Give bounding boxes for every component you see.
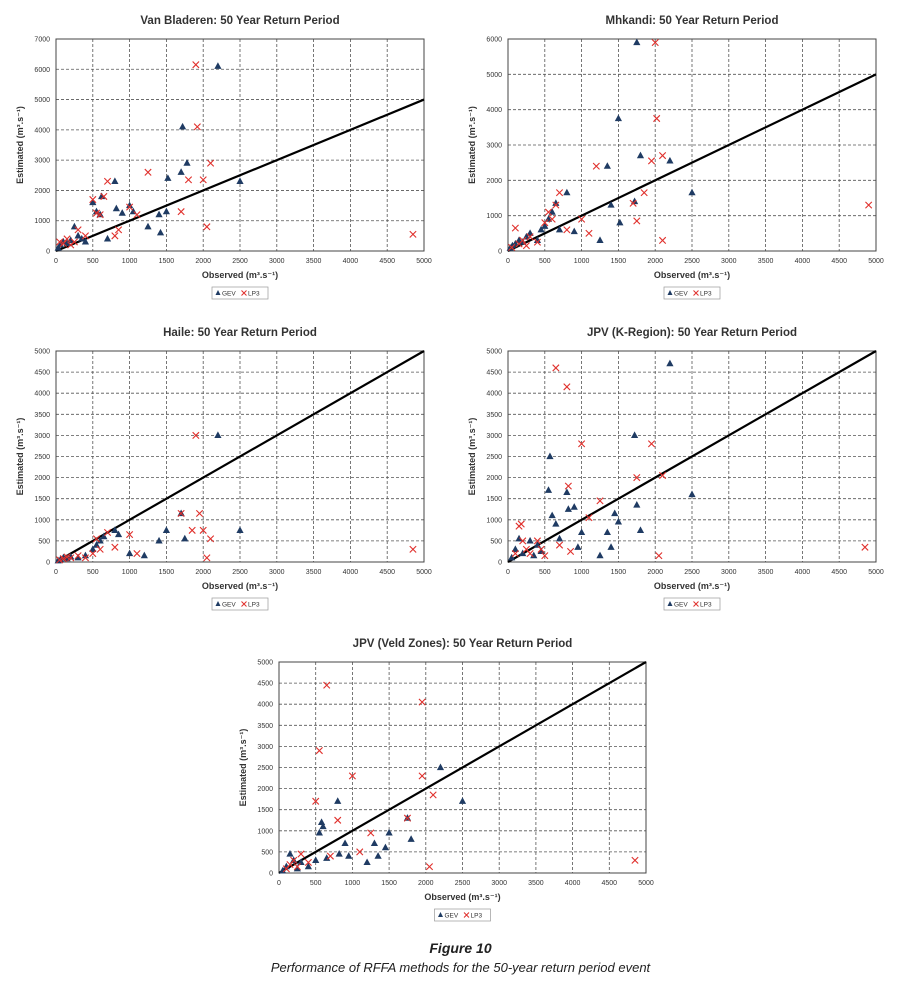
- x-axis-label: Observed (m³.s⁻¹): [424, 892, 501, 902]
- y-tick-label: 1000: [486, 517, 502, 525]
- chart-legend: [664, 287, 720, 299]
- lp3-point: [200, 177, 206, 183]
- gev-point: [604, 528, 611, 535]
- lp3-point: [115, 227, 121, 233]
- gev-point: [615, 115, 622, 122]
- x-tick-label: 3000: [721, 569, 737, 576]
- y-tick-label: 1000: [34, 218, 50, 226]
- x-tick-label: 0: [54, 258, 58, 265]
- x-tick-label: 4500: [831, 569, 847, 576]
- figure-caption-subtitle: Performance of RFFA methods for the 50-year return period event: [270, 960, 651, 975]
- x-tick-label: 4000: [564, 880, 581, 887]
- x-tick-label: 3500: [757, 569, 774, 576]
- y-tick-label: 3500: [257, 722, 273, 730]
- x-tick-label: 500: [309, 880, 322, 887]
- chart-panel-2: [467, 15, 884, 299]
- lp3-point: [327, 853, 333, 859]
- lp3-point: [207, 536, 213, 542]
- legend-box: [664, 287, 720, 299]
- legend-box: [212, 598, 268, 610]
- gev-point: [571, 503, 578, 510]
- chart-panel-5: [238, 638, 654, 921]
- x-axis-label: Observed (m³.s⁻¹): [653, 581, 731, 591]
- x-tick-label: 1500: [158, 258, 175, 265]
- x-tick-label: 4000: [794, 569, 811, 576]
- gev-point: [526, 537, 533, 544]
- gev-point: [236, 177, 243, 184]
- lp3-point: [189, 527, 195, 533]
- gev-point: [316, 829, 323, 836]
- x-tick-label: 500: [86, 258, 99, 265]
- gev-point: [574, 543, 581, 550]
- x-tick-label: 4500: [379, 258, 395, 265]
- lp3-point: [523, 243, 529, 249]
- legend-box: [664, 598, 720, 610]
- legend-box: [212, 287, 268, 299]
- x-tick-label: 1000: [344, 880, 361, 887]
- y-tick-label: 4000: [34, 127, 50, 135]
- lp3-point: [112, 544, 118, 550]
- lp3-point: [567, 548, 573, 554]
- x-tick-label: 1500: [610, 258, 627, 265]
- gev-point: [183, 159, 190, 166]
- x-tick-label: 5000: [638, 880, 654, 887]
- x-tick-label: 0: [506, 569, 510, 576]
- x-tick-label: 4500: [601, 880, 618, 887]
- y-tick-label: 0: [498, 248, 502, 256]
- lp3-point: [512, 225, 518, 231]
- gev-point: [408, 835, 415, 842]
- lp3-point: [564, 384, 570, 390]
- gev-point: [546, 453, 553, 460]
- lp3-point: [145, 169, 151, 175]
- x-tick-label: 0: [54, 569, 58, 576]
- y-tick-label: 5000: [486, 71, 502, 79]
- x-tick-label: 500: [538, 258, 551, 265]
- lp3-point: [194, 124, 200, 130]
- lp3-point: [865, 202, 871, 208]
- legend-lp3-label: LP3: [248, 290, 260, 298]
- lp3-point: [335, 817, 341, 823]
- gev-point: [616, 219, 623, 226]
- gev-point: [563, 189, 570, 196]
- y-tick-label: 4000: [486, 107, 502, 115]
- x-tick-label: 4000: [794, 258, 811, 265]
- lp3-point: [410, 231, 416, 237]
- chart-legend: [212, 287, 268, 299]
- lp3-point: [410, 546, 416, 552]
- gev-point: [336, 850, 343, 857]
- x-tick-label: 4500: [379, 569, 395, 576]
- y-tick-label: 2500: [486, 454, 502, 461]
- y-tick-label: 3000: [257, 743, 273, 751]
- y-tick-label: 5000: [257, 659, 273, 667]
- y-tick-label: 3000: [486, 142, 502, 150]
- one-to-one-line: [56, 100, 424, 251]
- y-tick-label: 3500: [34, 411, 50, 419]
- gev-point: [374, 852, 381, 859]
- lp3-point: [656, 552, 662, 558]
- x-tick-label: 1000: [573, 569, 590, 576]
- gev-point: [631, 198, 638, 205]
- x-tick-label: 5000: [416, 569, 432, 576]
- x-tick-label: 3000: [269, 258, 285, 265]
- y-axis-label: Estimated (m³.s⁻¹): [467, 106, 477, 184]
- gev-point: [666, 157, 673, 164]
- x-tick-label: 3500: [305, 569, 322, 576]
- gev-point: [141, 552, 148, 559]
- x-tick-label: 3500: [757, 258, 774, 265]
- gev-point: [556, 535, 563, 542]
- y-axis-label: Estimated (m³.s⁻¹): [467, 417, 477, 496]
- gev-point: [155, 211, 162, 218]
- lp3-point: [112, 233, 118, 239]
- y-axis-label: Estimated (m³.s⁻¹): [15, 106, 25, 184]
- lp3-point: [430, 792, 436, 798]
- gev-point: [549, 512, 556, 519]
- legend-gev-label: GEV: [674, 601, 688, 609]
- chart-title: Haile: 50 Year Return Period: [163, 327, 317, 339]
- chart-title: JPV (K-Region): 50 Year Return Period: [586, 327, 798, 339]
- x-tick-label: 1500: [158, 569, 175, 576]
- lp3-point: [419, 699, 425, 705]
- gev-point: [286, 850, 293, 857]
- lp3-point: [104, 529, 110, 535]
- lp3-point: [196, 510, 202, 516]
- lp3-point: [426, 863, 432, 869]
- lp3-point: [634, 218, 640, 224]
- y-tick-label: 4500: [486, 369, 502, 377]
- chart-title: Mhkandi: 50 Year Return Period: [605, 15, 779, 27]
- gev-point: [571, 228, 578, 235]
- x-tick-label: 500: [538, 569, 551, 576]
- x-tick-label: 4000: [342, 258, 359, 265]
- y-tick-label: 3000: [486, 432, 502, 440]
- lp3-point: [648, 158, 654, 164]
- gev-point: [363, 858, 370, 865]
- y-tick-label: 6000: [34, 66, 50, 74]
- y-tick-label: 7000: [34, 36, 50, 44]
- y-tick-label: 2500: [257, 765, 273, 772]
- gev-point: [318, 818, 325, 825]
- y-tick-label: 2000: [257, 786, 273, 794]
- gev-point: [113, 205, 120, 212]
- gev-point: [214, 62, 221, 69]
- y-tick-label: 0: [269, 870, 273, 878]
- gev-point: [104, 235, 111, 242]
- legend-gev-label: GEV: [444, 912, 459, 920]
- y-tick-label: 3000: [34, 157, 50, 165]
- x-tick-label: 2000: [647, 258, 663, 265]
- gev-point: [631, 431, 638, 438]
- y-tick-label: 2500: [34, 454, 50, 461]
- gev-point: [637, 526, 644, 533]
- gev-point: [545, 486, 552, 493]
- x-tick-label: 5000: [868, 569, 884, 576]
- gev-point: [666, 360, 673, 367]
- y-tick-label: 2000: [486, 475, 502, 483]
- gev-point: [371, 839, 378, 846]
- y-tick-label: 3000: [34, 432, 50, 440]
- lp3-point: [648, 441, 654, 447]
- chart-title: JPV (Veld Zones): 50 Year Return Period: [352, 638, 573, 650]
- gev-point: [178, 168, 185, 175]
- gev-point: [437, 764, 444, 771]
- chart-panel-3: [15, 327, 432, 610]
- gev-point: [163, 526, 170, 533]
- x-axis-label: Observed (m³.s⁻¹): [201, 581, 279, 591]
- gev-point: [345, 852, 352, 859]
- x-axis-label: Observed (m³.s⁻¹): [653, 270, 731, 280]
- gev-point: [633, 501, 640, 508]
- gev-point: [688, 490, 695, 497]
- gev-point: [386, 829, 393, 836]
- y-tick-label: 2000: [486, 177, 502, 185]
- gev-point: [563, 488, 570, 495]
- lp3-point: [556, 190, 562, 196]
- x-tick-label: 1000: [121, 258, 138, 265]
- x-tick-label: 2500: [232, 569, 248, 576]
- y-tick-label: 500: [38, 538, 50, 546]
- lp3-point: [553, 365, 559, 371]
- chart-title: Van Bladeren: 50 Year Return Period: [140, 15, 340, 27]
- legend-gev-label: GEV: [222, 290, 236, 298]
- x-tick-label: 1000: [121, 569, 138, 576]
- gev-point: [688, 189, 695, 196]
- lp3-point: [185, 177, 191, 183]
- gev-point: [74, 554, 81, 561]
- lp3-point: [632, 857, 638, 863]
- x-tick-label: 3000: [491, 880, 507, 887]
- x-tick-label: 2500: [454, 880, 471, 887]
- x-tick-label: 3000: [269, 569, 285, 576]
- x-tick-label: 1500: [610, 569, 627, 576]
- lp3-point: [641, 190, 647, 196]
- x-tick-label: 2000: [195, 258, 211, 265]
- chart-panel-1: [15, 15, 432, 299]
- legend-lp3-label: LP3: [470, 912, 483, 920]
- gev-point: [155, 537, 162, 544]
- lp3-point: [193, 62, 199, 68]
- x-tick-label: 2000: [195, 569, 211, 576]
- lp3-point: [564, 227, 570, 233]
- gev-point: [604, 162, 611, 169]
- legend-box: [435, 909, 491, 921]
- lp3-point: [556, 542, 562, 548]
- y-tick-label: 3500: [486, 411, 502, 419]
- lp3-point: [518, 521, 524, 527]
- gev-point: [164, 174, 171, 181]
- legend-lp3-label: LP3: [700, 601, 712, 609]
- gev-point: [312, 856, 319, 863]
- gev-point: [126, 550, 133, 557]
- chart-legend: [664, 598, 720, 610]
- lp3-point: [586, 230, 592, 236]
- lp3-point: [593, 163, 599, 169]
- y-tick-label: 4500: [257, 680, 273, 688]
- gev-point: [157, 229, 164, 236]
- gev-point: [334, 797, 341, 804]
- gev-point: [615, 518, 622, 525]
- gev-point: [382, 844, 389, 851]
- lp3-point: [204, 224, 210, 230]
- y-axis-label: Estimated (m³.s⁻¹): [238, 728, 248, 807]
- gev-point: [163, 208, 170, 215]
- y-tick-label: 1500: [257, 807, 273, 815]
- lp3-point: [207, 160, 213, 166]
- x-tick-label: 2000: [418, 880, 434, 887]
- x-tick-label: 2500: [232, 258, 248, 265]
- lp3-point: [204, 555, 210, 561]
- gev-point: [611, 509, 618, 516]
- x-tick-label: 3000: [721, 258, 737, 265]
- legend-gev-label: GEV: [674, 290, 688, 298]
- lp3-point: [659, 152, 665, 158]
- y-tick-label: 5000: [34, 348, 50, 356]
- gev-point: [637, 152, 644, 159]
- x-tick-label: 0: [506, 258, 510, 265]
- gev-point: [596, 236, 603, 243]
- y-tick-label: 0: [46, 248, 50, 256]
- chart-legend: [435, 909, 491, 921]
- gev-point: [144, 223, 151, 230]
- x-tick-label: 1500: [381, 880, 397, 887]
- figure-caption-title: Figure 10: [429, 940, 492, 956]
- x-tick-label: 2500: [684, 569, 700, 576]
- x-tick-label: 2000: [647, 569, 663, 576]
- lp3-point: [316, 747, 322, 753]
- y-tick-label: 4000: [486, 390, 502, 398]
- lp3-point: [565, 483, 571, 489]
- x-tick-label: 5000: [868, 258, 884, 265]
- x-tick-label: 2500: [684, 258, 700, 265]
- chart-panel-4: [467, 327, 884, 610]
- x-tick-label: 500: [86, 569, 99, 576]
- y-tick-label: 5000: [486, 348, 502, 356]
- y-axis-label: Estimated (m³.s⁻¹): [15, 417, 25, 496]
- gev-point: [179, 123, 186, 130]
- x-tick-label: 0: [277, 880, 281, 887]
- y-tick-label: 1500: [486, 496, 502, 504]
- y-tick-label: 5000: [34, 97, 50, 105]
- lp3-point: [653, 115, 659, 121]
- y-tick-label: 6000: [486, 36, 502, 44]
- x-axis-label: Observed (m³.s⁻¹): [201, 270, 279, 280]
- y-tick-label: 4500: [34, 369, 50, 377]
- lp3-point: [419, 773, 425, 779]
- y-tick-label: 4000: [34, 390, 50, 398]
- y-tick-label: 1000: [486, 213, 502, 221]
- y-tick-label: 1500: [34, 496, 50, 504]
- gev-point: [596, 552, 603, 559]
- x-tick-label: 1000: [573, 258, 590, 265]
- lp3-point: [97, 546, 103, 552]
- gev-point: [119, 209, 126, 216]
- lp3-point: [527, 550, 533, 556]
- x-tick-label: 4500: [831, 258, 847, 265]
- y-tick-label: 4000: [257, 701, 273, 709]
- y-tick-label: 0: [498, 559, 502, 567]
- y-tick-label: 2000: [34, 475, 50, 483]
- gev-point: [565, 505, 572, 512]
- lp3-point: [104, 178, 110, 184]
- lp3-point: [178, 208, 184, 214]
- y-tick-label: 0: [46, 559, 50, 567]
- y-tick-label: 2000: [34, 187, 50, 195]
- x-tick-label: 4000: [342, 569, 359, 576]
- gev-point: [538, 547, 545, 554]
- y-tick-label: 1000: [257, 828, 273, 836]
- lp3-point: [862, 544, 868, 550]
- legend-lp3-label: LP3: [248, 601, 260, 609]
- gev-point: [181, 535, 188, 542]
- y-tick-label: 500: [490, 538, 502, 546]
- gev-point: [294, 865, 301, 872]
- gev-point: [607, 543, 614, 550]
- legend-gev-label: GEV: [222, 601, 236, 609]
- gev-point: [552, 520, 559, 527]
- gev-point: [214, 431, 221, 438]
- legend-lp3-label: LP3: [700, 290, 712, 298]
- gev-point: [305, 863, 312, 870]
- y-tick-label: 1000: [34, 517, 50, 525]
- gev-point: [633, 39, 640, 46]
- gev-point: [578, 528, 585, 535]
- gev-point: [459, 797, 466, 804]
- y-tick-label: 500: [261, 849, 273, 857]
- lp3-point: [659, 237, 665, 243]
- x-tick-label: 5000: [416, 258, 432, 265]
- x-tick-label: 3500: [528, 880, 544, 887]
- gev-point: [111, 177, 118, 184]
- chart-legend: [212, 598, 268, 610]
- x-tick-label: 3500: [305, 258, 322, 265]
- gev-point: [341, 839, 348, 846]
- gev-point: [236, 526, 243, 533]
- lp3-point: [134, 550, 140, 556]
